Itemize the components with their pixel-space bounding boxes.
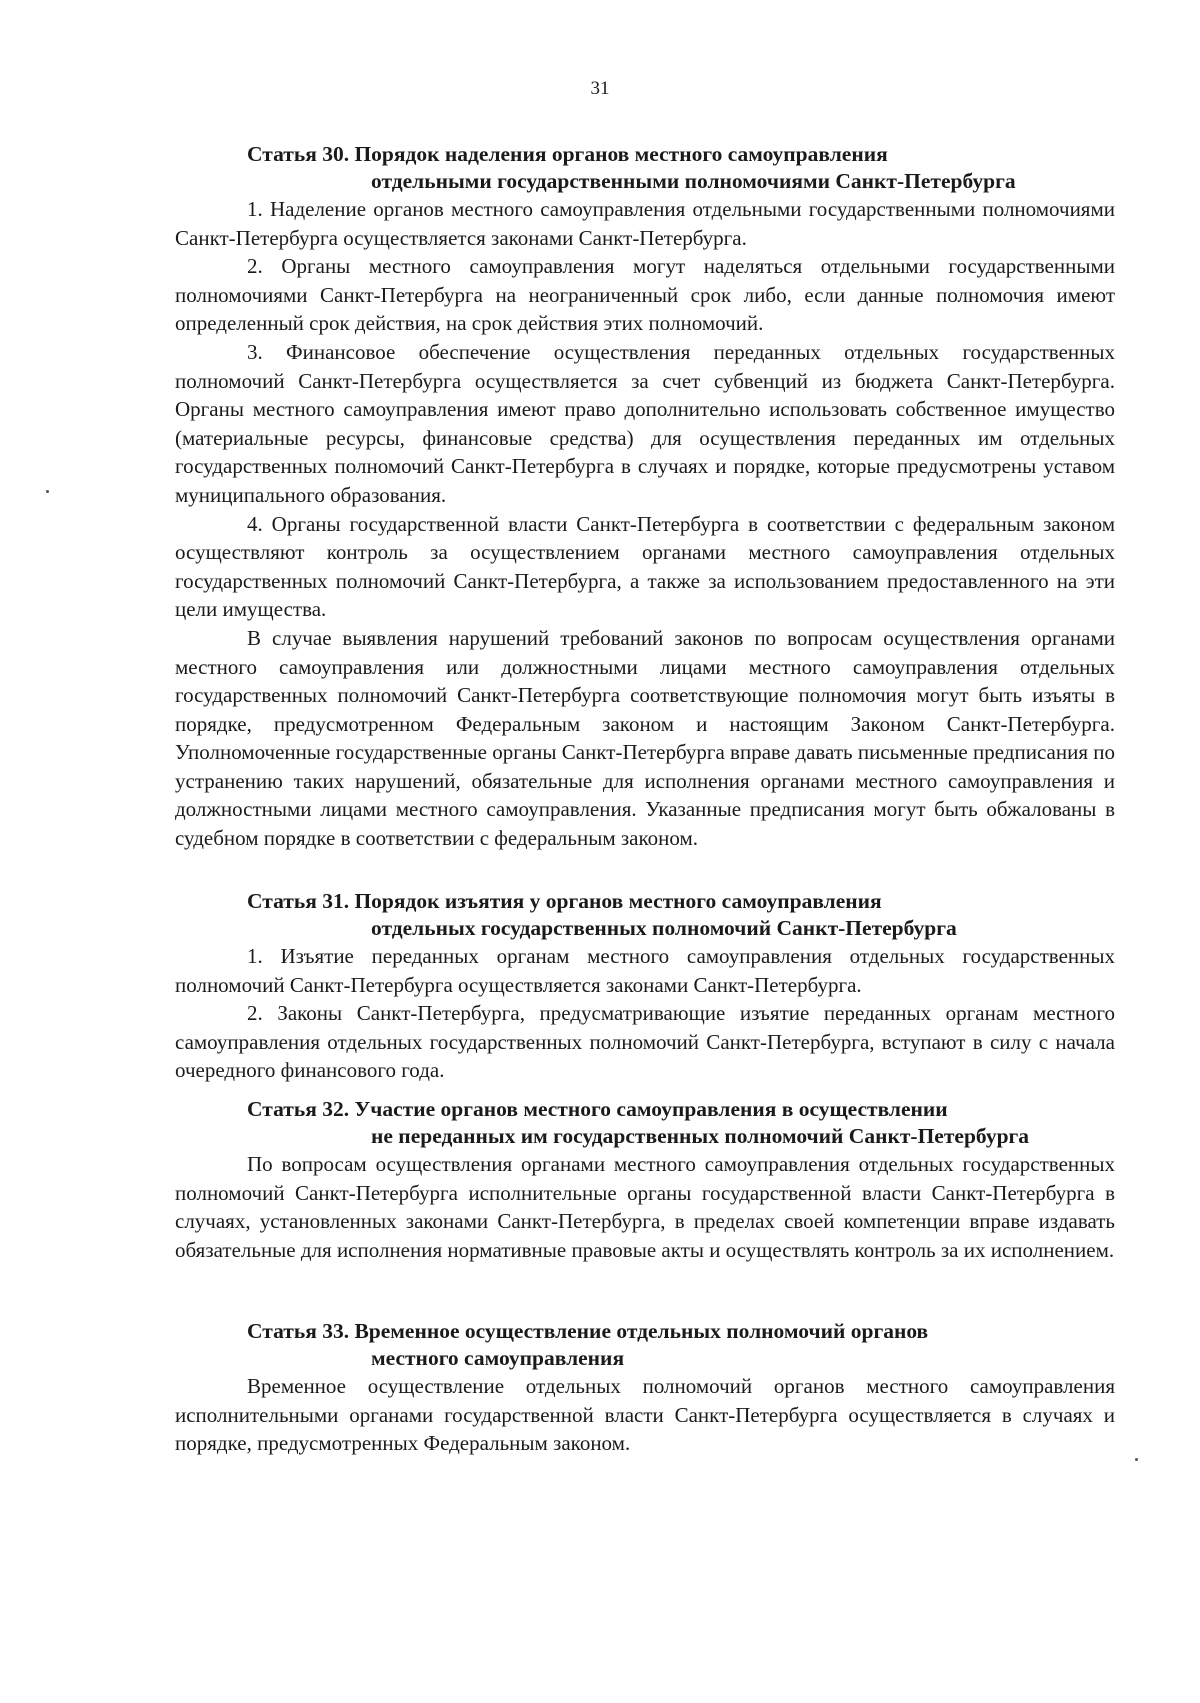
- article-heading-line1: Статья 30. Порядок наделения органов местного самоуправления: [247, 142, 888, 166]
- article-heading-line1: Статья 31. Порядок изъятия у органов местного самоуправления: [247, 889, 882, 913]
- article-paragraph: 1. Наделение органов местного самоуправления отдельными государственными полномочиями Санкт-Петербурга осуществляется законами Санкт-Петербурга.: [175, 197, 1115, 250]
- article-30: [175, 141, 1115, 853]
- article-heading-line1: Статья 32. Участие органов местного самоуправления в осуществлении: [247, 1097, 948, 1121]
- article-heading-line2: отдельных государственных полномочий Санкт-Петербурга: [371, 916, 957, 940]
- scan-speck: [46, 490, 49, 493]
- article-32: [175, 1096, 1115, 1264]
- article-paragraph: По вопросам осуществления органами местного самоуправления отдельных государственных полномочий Санкт-Петербурга исполнительные органы государственной власти Санкт-Петербурга в случаях, установленных законами Санкт-Петербурга, в пределах своей компетенции вправе издавать обязательные для исполнения нормативные правовые акты и осуществлять контроль за их исполнением.: [175, 1152, 1115, 1262]
- article-paragraph: 2. Органы местного самоуправления могут наделяться отдельными государственными полномочиями Санкт-Петербурга на неограниченный срок либо, если данные полномочия имеют определенный срок действия, на срок действия этих полномочий.: [175, 254, 1115, 336]
- article-heading-line1: Статья 33. Временное осуществление отдельных полномочий органов: [247, 1319, 929, 1343]
- article-paragraph: В случае выявления нарушений требований законов по вопросам осуществления органами местного самоуправления или должностными лицами местного самоуправления отдельных государственных полномочий Санкт-Петербурга соответствующие полномочия могут быть изъяты в порядке, предусмотренном Федеральным законом и настоящим Законом Санкт-Петербурга. Уполномоченные государственные органы Санкт-Петербурга вправе давать письменные предписания по устранению таких нарушений, обязательные для исполнения органами местного самоуправления и должностными лицами местного самоуправления. Указанные предписания могут быть обжалованы в судебном порядке в соответствии с федеральным законом.: [175, 625, 1115, 851]
- article-paragraph: 1. Изъятие переданных органам местного самоуправления отдельных государственных полномочий Санкт-Петербурга осуществляется законами Санкт-Петербурга.: [175, 944, 1115, 997]
- article-33: [175, 1318, 1115, 1458]
- article-paragraph: 2. Законы Санкт-Петербурга, предусматривающие изъятие переданных органам местного самоуправления отдельных государственных полномочий Санкт-Петербурга, вступают в силу с начала очередного финансового года.: [175, 1001, 1115, 1083]
- article-heading-line2: отдельными государственными полномочиями Санкт-Петербурга: [371, 169, 1016, 193]
- article-paragraph: Временное осуществление отдельных полномочий органов местного самоуправления исполнительными органами государственной власти Санкт-Петербурга осуществляется в случаях и порядке, предусмотренных Федеральным законом.: [175, 1374, 1115, 1456]
- article-paragraph: 3. Финансовое обеспечение осуществления переданных отдельных государственных полномочий Санкт-Петербурга осуществляется за счет субвенций из бюджета Санкт-Петербурга. Органы местного самоуправления имеют право дополнительно использовать собственное имущество (материальные ресурсы, финансовые средства) для осуществления переданных им отдельных государственных полномочий Санкт-Петербурга в случаях и порядке, которые предусмотрены уставом муниципального образования.: [175, 339, 1115, 507]
- article-heading-line2: не переданных им государственных полномочий Санкт-Петербурга: [371, 1124, 1030, 1148]
- article-heading-line2: местного самоуправления: [371, 1346, 625, 1370]
- article-paragraph: 4. Органы государственной власти Санкт-Петербурга в соответствии с федеральным законом осуществляют контроль за осуществлением органами местного самоуправления отдельных государственных полномочий Санкт-Петербурга, а также за использованием предоставленного на эти цели имущества.: [175, 511, 1115, 622]
- article-31: [175, 888, 1115, 1085]
- page-number: 31: [590, 78, 610, 99]
- scan-speck: [1135, 1458, 1138, 1461]
